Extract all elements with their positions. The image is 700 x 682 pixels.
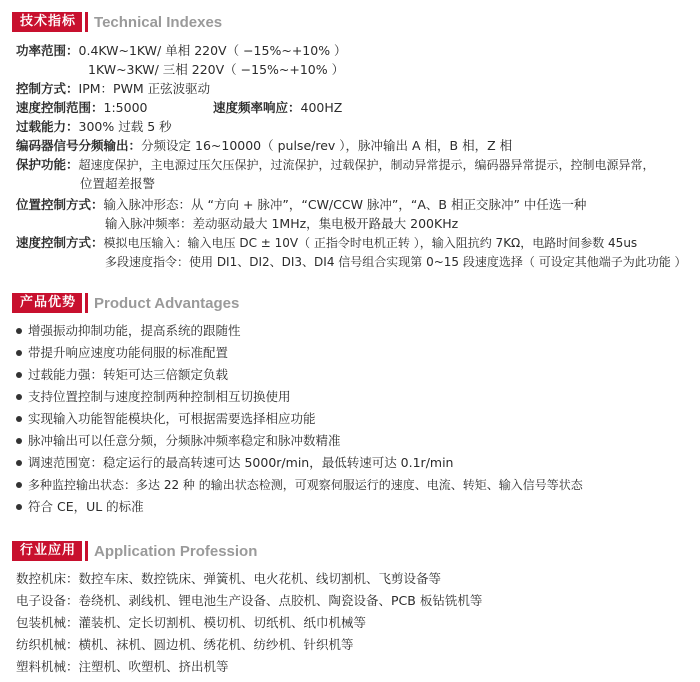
protect-label: 保护功能： <box>16 157 79 172</box>
power-range-row <box>16 42 347 60</box>
protect-line2: 位置超差报警 <box>80 176 156 191</box>
power-line2: 1KW~3KW/ 三相 220V（ −15%~+10% ） <box>88 62 345 77</box>
advantages-title-en: Product Advantages <box>94 294 240 312</box>
advantage-item <box>16 498 144 516</box>
advantages-section-header <box>12 293 239 313</box>
bullet-icon <box>16 372 22 378</box>
advantage-text: 增强振动抑制功能，提高系统的跟随性 <box>28 323 241 338</box>
bullet-icon <box>16 328 22 334</box>
pos-label: 位置控制方式： <box>16 197 104 212</box>
speed-range-label: 速度控制范围： <box>16 100 104 115</box>
spd-line1: 模拟电压输入：输入电压 DC ± 10V（ 正指令时电机正转 ），输入阻抗约 7KΩ，电路时间参数 45us <box>103 236 638 250</box>
advantage-text: 带提升响应速度功能伺服的标准配置 <box>28 345 229 360</box>
bullet-icon <box>16 504 22 510</box>
freq-value: 400HZ <box>300 100 343 115</box>
advantage-item <box>16 410 316 428</box>
header-divider <box>85 293 88 313</box>
overload-row <box>16 118 172 136</box>
advantage-item <box>16 388 291 406</box>
spd-line2: 多段速度指令：使用 DI1、DI2、DI3、DI4 信号组合实现第 0~15 段速度选择（ 可设定其他端子为此功能 ） <box>105 255 687 269</box>
application-item: 电子设备：卷绕机、剥线机、锂电池生产设备、点胶机、陶瓷设备、PCB 板钻铣机等 <box>16 593 483 608</box>
control-label: 控制方式： <box>16 81 79 96</box>
application-item: 塑料机械：注塑机、吹塑机、挤出机等 <box>16 659 229 674</box>
application-item: 纺织机械：横机、袜机、圆边机、绣花机、纺纱机、针织机等 <box>16 637 354 652</box>
protect-row <box>16 156 655 174</box>
freq-response-row <box>213 99 342 117</box>
overload-value: 300% 过载 5 秒 <box>78 119 172 134</box>
spd-label: 速度控制方式： <box>16 235 104 250</box>
advantage-item <box>16 454 453 472</box>
advantage-item <box>16 366 228 384</box>
encoder-value: 分频设定 16~10000（ pulse/rev ），脉冲输出 A 相，B 相，Z 相 <box>141 138 513 153</box>
speed-control-row <box>16 234 637 252</box>
pos-line1: 输入脉冲形态：从 “方向 + 脉冲”，“CW/CCW 脉冲”，“A、B 相正交脉冲” 中任选一种 <box>103 197 587 212</box>
technical-section-header <box>12 12 222 32</box>
advantage-item <box>16 476 583 494</box>
header-divider <box>85 541 88 561</box>
application-item: 数控机床：数控车床、数控铣床、弹簧机、电火花机、线切割机、飞剪设备等 <box>16 571 442 586</box>
bullet-icon <box>16 482 22 488</box>
advantage-text: 符合 CE，UL 的标准 <box>28 499 144 514</box>
advantage-text: 调速范围宽：稳定运行的最高转速可达 5000r/min，最低转速可达 0.1r/min <box>28 455 454 470</box>
advantage-item <box>16 432 341 450</box>
bullet-icon <box>16 350 22 356</box>
control-row <box>16 80 210 98</box>
advantage-text: 过载能力强：转矩可达三倍额定负载 <box>28 367 229 382</box>
position-control-row <box>16 196 586 214</box>
advantage-item <box>16 322 241 340</box>
application-section-header <box>12 541 257 561</box>
bullet-icon <box>16 460 22 466</box>
advantage-text: 脉冲输出可以任意分频，分频脉冲频率稳定和脉冲数精准 <box>28 433 341 448</box>
control-value: IPM：PWM 正弦波驱动 <box>78 81 211 96</box>
encoder-row <box>16 137 512 155</box>
advantage-item <box>16 344 228 362</box>
advantage-text: 支持位置控制与速度控制两种控制相互切换使用 <box>28 389 291 404</box>
header-divider <box>85 12 88 32</box>
application-title-en: Application Profession <box>94 542 258 560</box>
speed-range-row <box>16 99 148 117</box>
overload-label: 过载能力： <box>16 119 79 134</box>
application-item: 包装机械：灌装机、定长切割机、模切机、切纸机、纸巾机械等 <box>16 615 367 630</box>
encoder-label: 编码器信号分频输出： <box>16 138 142 153</box>
advantage-text: 实现输入功能智能模块化，可根据需要选择相应功能 <box>28 411 316 426</box>
power-label: 功率范围： <box>16 43 79 58</box>
application-title-cn: 行业应用 <box>12 541 82 561</box>
protect-line1: 超速度保护，主电源过压欠压保护，过流保护，过载保护，制动异常提示，编码器异常提示，控制电源异常， <box>78 158 655 172</box>
technical-title-en: Technical Indexes <box>94 13 223 31</box>
bullet-icon <box>16 438 22 444</box>
speed-range-value: 1:5000 <box>103 100 148 115</box>
advantage-text: 多种监控输出状态：多达 22 种 的输出状态检测，可观察伺服运行的速度、电流、转矩、输入信号等状态 <box>28 478 583 492</box>
advantages-title-cn: 产品优势 <box>12 293 82 313</box>
power-line1: 0.4KW~1KW/ 单相 220V（ −15%~+10% ） <box>78 43 347 58</box>
bullet-icon <box>16 394 22 400</box>
pos-line2: 输入脉冲频率：差动驱动最大 1MHz，集电极开路最大 200KHz <box>105 216 459 231</box>
bullet-icon <box>16 416 22 422</box>
freq-label: 速度频率响应： <box>213 100 301 115</box>
technical-title-cn: 技术指标 <box>12 12 82 32</box>
